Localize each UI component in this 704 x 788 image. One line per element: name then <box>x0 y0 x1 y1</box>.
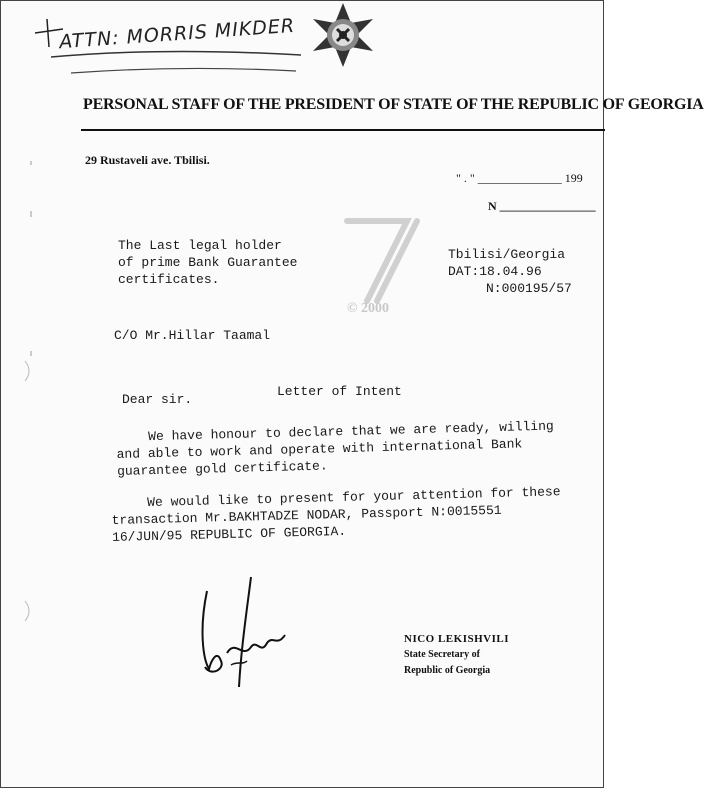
paragraph-line: transaction Mr.BAKHTADZE NODAR, Passport N:0015551 <box>111 502 502 528</box>
paragraph-line: and able to work and operate with international Bank <box>116 436 523 462</box>
reference-date: DAT:18.04.96 <box>448 264 542 279</box>
recipient-line: The Last legal holder <box>118 238 282 253</box>
signatory-title-line1: State Secretary of <box>404 649 480 660</box>
paragraph-line: guarantee gold certificate. <box>116 458 328 479</box>
letterhead-rule <box>81 129 605 131</box>
letterhead-address: 29 Rustaveli ave. Tbilisi. <box>85 153 210 167</box>
recipient-block <box>118 237 297 288</box>
recipient-line: certificates. <box>118 272 220 287</box>
care-of-line: C/O Mr.Hillar Taamal <box>114 328 271 343</box>
date-line: " . " ______________ 199 <box>456 171 583 185</box>
letter-subject: Letter of Intent <box>277 384 402 399</box>
signatory-block <box>404 633 509 677</box>
handwritten-attn-note: ATTN: MORRIS MIKDER <box>58 14 296 54</box>
paragraph-1 <box>116 418 555 480</box>
reference-block <box>448 246 572 297</box>
reference-place: Tbilisi/Georgia <box>448 247 566 262</box>
paragraph-line: 16/JUN/95 REPUBLIC OF GEORGIA. <box>111 523 347 545</box>
paragraph-line: We would like to present for your attention for these <box>147 484 561 511</box>
salutation: Dear sir. <box>122 392 193 407</box>
signatory-title-line2: Republic of Georgia <box>404 665 491 676</box>
number-line: N ________________ <box>488 199 596 213</box>
state-emblem-seal <box>307 1 379 71</box>
letterhead-title: PERSONAL STAFF OF THE PRESIDENT OF STATE OF THE REPUBLIC OF GEORGIA <box>83 96 704 113</box>
watermark-logo <box>337 211 427 311</box>
paragraph-line: We have honour to declare that we are ready, willing <box>148 418 554 445</box>
handwritten-signature <box>191 569 301 697</box>
scan-margin-marks <box>23 151 43 651</box>
recipient-line: of prime Bank Guarantee <box>118 255 298 270</box>
handwritten-underline <box>41 45 321 85</box>
signatory-name: NICO LEKISHVILI <box>404 633 510 645</box>
watermark-text: © 2000 <box>347 301 389 316</box>
reference-number: N:000195/57 <box>486 281 572 296</box>
paragraph-2 <box>111 483 562 546</box>
